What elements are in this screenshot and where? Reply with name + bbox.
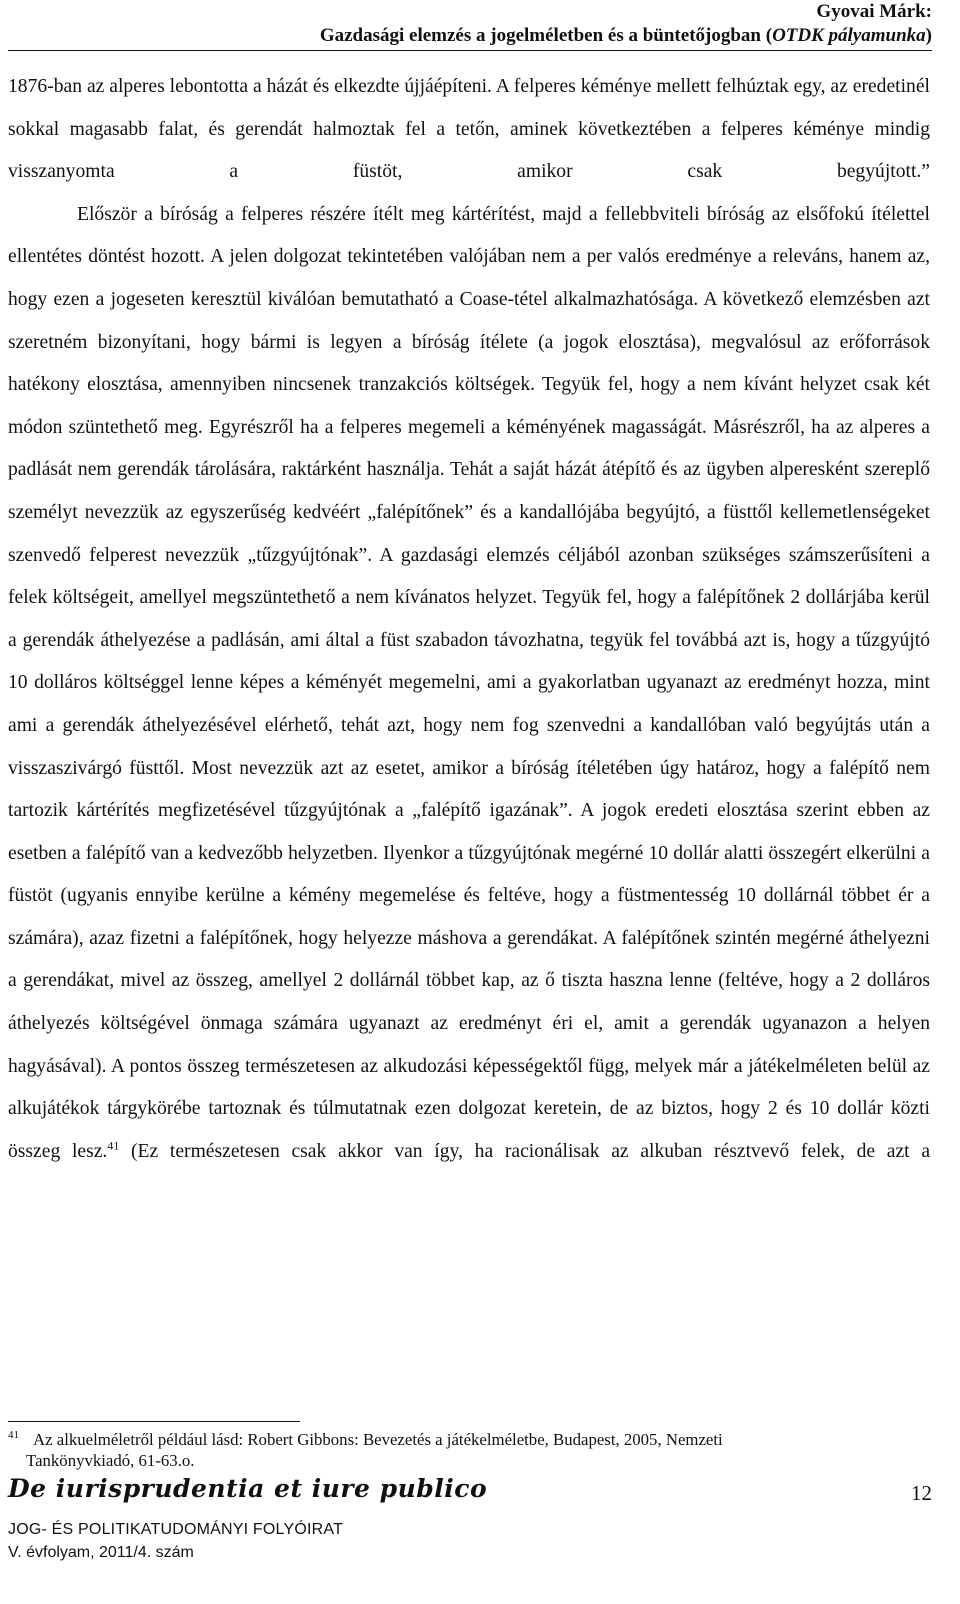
paragraph-1: 1876-ban az alperes lebontotta a házát és elkezdte újjáépíteni. A felperes kéménye mellett felhúztak egy, az eredetinél sokkal magasabb falat, és gerendát halmoztak fel a tetőn, aminek következtében a felperes kéménye mindig visszanyomta a füstöt, amikor csak begyújtott.” (8, 76, 930, 183)
header-title-close: ) (925, 25, 932, 46)
header-author: Gyovai Márk: (816, 1, 932, 22)
running-header (320, 0, 932, 48)
paragraph-2 (8, 194, 930, 1174)
page-number: 12 (911, 1481, 932, 1505)
journal-logo: De iurisprudentia et iure publico (8, 1474, 488, 1503)
footnote-text: Az alkuelméletről például lásd: Robert Gibbons: Bevezetés a játékelméletbe, Budapest, 2005, Nemzeti (33, 1430, 723, 1449)
paragraph-2-text-b: (Ez természetesen csak akkor van így, ha racionálisak az alkuban résztvevő felek, de azt a (119, 1140, 931, 1162)
footnote-rule (8, 1421, 300, 1422)
header-title (320, 24, 932, 48)
footnote-text-continued: Tankönyvkiadó, 61-63.o. (26, 1451, 195, 1470)
footnote-reference: 41 (107, 1138, 120, 1153)
header-title-main: Gazdasági elemzés a jogelméletben és a büntetőjogban ( (319, 25, 773, 46)
paragraph-2-text-a: Először a bíróság a felperes részére ítélt meg kártérítést, majd a fellebbviteli bíróság az elsőfokú ítélettel ellentétes döntést hozott. A jelen dolgozat tekintetében valójában nem a per valós eredménye a releváns, hanem az, hogy ezen a jogeseten keresztül kiválóan bemutatható a Coase-tétel alkalmazhatósága. A következő elemzésben azt szeretném bizonyítani, hogy bármi is legyen a bíróság ítélete (a jogok elosztása), megvalósul az erőforrások hatékony elosztása, amennyiben nincsenek tranzakciós költségek. Tegyük fel, hogy a nem kívánt helyzet csak két módon szüntethető meg. Egyrészről ha a felperes megemeli a kéményének magasságát. Másrészről, ha az alperes a padlását nem gerendák tárolására, raktárként használja. Tehát a saját házát átépítő és az ügyben alperesként szereplő személyt nevezzük az egyszerűség kedvéért „falépítőnek” és a kandallójába begyújtó, a füsttől kellemetlenségeket szenvedő felperest nevezzük „tűzgyújtónak”. A gazdasági elemzés céljából azonban szükséges számszerűsíteni a felek költségeit, amellyel megszüntethető a nem kívánatos helyzet. Tegyük fel, hogy a falépítőnek 2 dollárjába kerül a gerendák áthelyezése a padlásán, ami által a füst szabadon távozhatna, tegyük fel továbbá azt is, hogy a tűzgyújtó 10 dolláros költséggel lenne képes a kéményét megemelni, ami a gyakorlatban ugyanazt az eredményt hozza, mint ami a gerendák áthelyezésével elérhető, tehát azt, hogy nem fog szenvedni a kandallóban való begyújtás után a visszaszivárgó füsttől. Most nevezzük azt az esetet, amikor a bíróság ítéletében úgy határoz, hogy a falépítő nem tartozik kártérítés megfizetésével tűzgyújtónak a „falépítő igazának”. A jogok eredeti elosztása szerint ebben az esetben a falépítő van a kedvezőbb helyzetben. Ilyenkor a tűzgyújtónak megérné 10 dollár alatti összegért elkerülni a füstöt (ugyanis ennyibe kerülne a kémény megemelése és feltéve, hogy a füstmentesség 10 dollárnál többet ér a számára), azaz fizetni a falépítőnek, hogy helyezze máshova a gerendákat. A falépítőnek szintén megérné áthelyezni a gerendákat, mivel az összeg, amellyel 2 dollárnál többet kap, az ő tiszta haszna lenne (feltéve, hogy a 2 dolláros áthelyezés költségével önmaga számára ugyanazt az eredményt éri el, amit a gerendák ugyanazon a helyen hagyásával). A pontos összeg természetesen az alkudozási képességektől függ, melyek már a játékelméleten belül az alkujátékok tárgykörébe tartoznak és túlmutatnak ezen dolgozat keretein, de az biztos, hogy 2 és 10 dollár közti összeg lesz. (8, 203, 930, 1162)
footer-journal-name: JOG- ÉS POLITIKATUDOMÁNYI FOLYÓIRAT (8, 1521, 344, 1538)
header-title-italic: OTDK pályamunka (772, 25, 926, 46)
footnote (8, 1429, 930, 1471)
footnote-number: 41 (8, 1429, 19, 1442)
header-rule (8, 50, 932, 51)
main-text (8, 66, 930, 1173)
footer-volume: V. évfolyam, 2011/4. szám (8, 1544, 194, 1561)
footnote-line-1 (8, 1429, 930, 1450)
